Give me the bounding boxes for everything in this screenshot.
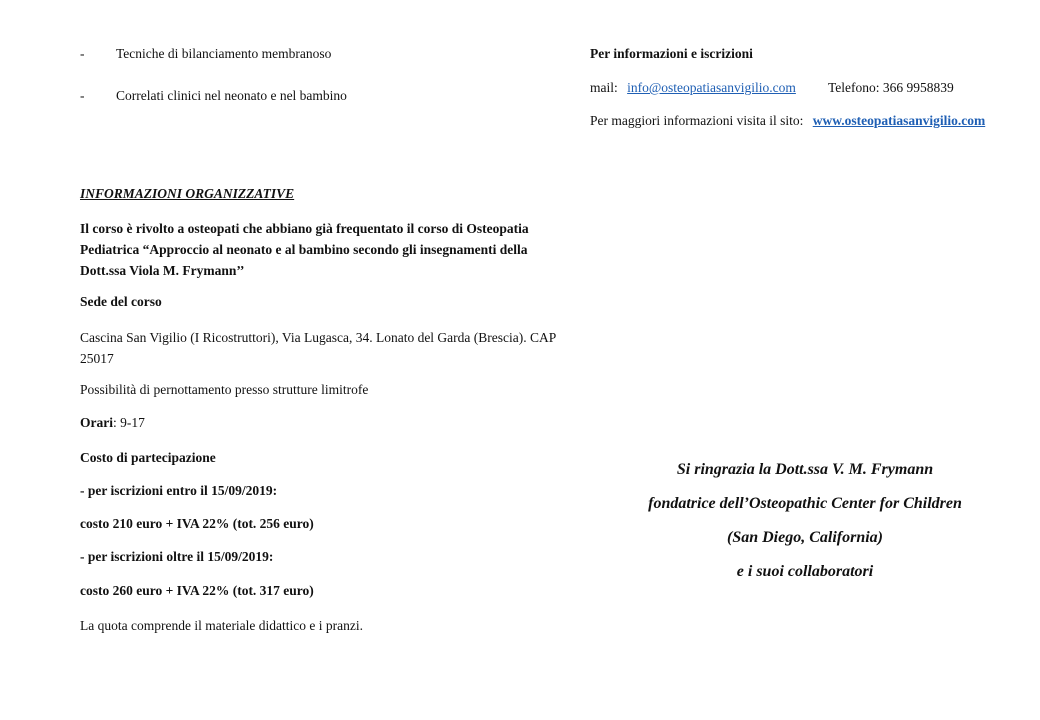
lodging-note: Possibilità di pernottamento presso strutture limitrofe <box>80 382 369 397</box>
info-heading: Per informazioni e iscrizioni <box>590 46 753 61</box>
mail-label: mail: <box>590 80 618 95</box>
mail-row <box>590 80 796 96</box>
bullet-text: Correlati clinici nel neonato e nel bambino <box>116 88 347 103</box>
acknowledgment-line: e i suoi collaboratori <box>736 563 874 580</box>
cost-late-label: - per iscrizioni oltre il 15/09/2019: <box>80 549 274 564</box>
venue-label: Sede del corso <box>80 294 162 309</box>
bullet-text: Tecniche di bilanciamento membranoso <box>116 46 332 61</box>
acknowledgment-line: Si ringrazia la Dott.ssa V. M. Frymann <box>676 461 934 478</box>
bullet-dash: - <box>80 88 85 103</box>
course-intro: Il corso è rivolto a osteopati che abbiano già frequentato il corso di Osteopatia Pediatrica “Approccio al neonato e al bambino secondo gli insegnamenti della Dott.ssa Viola M. Frymann’’ <box>80 221 529 278</box>
phone: Telefono: 366 9958839 <box>828 80 954 95</box>
organizational-info-heading: INFORMAZIONI ORGANIZZATIVE <box>80 186 295 201</box>
acknowledgment-line: (San Diego, California) <box>726 529 883 546</box>
cost-early-label: - per iscrizioni entro il 15/09/2019: <box>80 483 278 498</box>
site-link[interactable]: www.osteopatiasanvigilio.com <box>812 113 986 128</box>
hours-value: : 9-17 <box>113 415 145 430</box>
cost-label: Costo di partecipazione <box>80 450 216 465</box>
acknowledgment-line: fondatrice dell’Osteopathic Center for Children <box>648 495 962 512</box>
hours-label: Orari <box>80 415 113 430</box>
site-label: Per maggiori informazioni visita il sito: <box>590 113 804 128</box>
mail-link[interactable]: info@osteopatiasanvigilio.com <box>627 80 796 95</box>
site-row <box>590 113 985 129</box>
fee-includes: La quota comprende il materiale didattico e i pranzi. <box>80 618 364 633</box>
cost-late-value: costo 260 euro + IVA 22% (tot. 317 euro) <box>80 583 314 598</box>
cost-early-value: costo 210 euro + IVA 22% (tot. 256 euro) <box>80 516 314 531</box>
venue-address: Cascina San Vigilio (I Ricostruttori), Via Lugasca, 34. Lonato del Garda (Brescia). CAP 25017 <box>80 330 556 366</box>
bullet-dash: - <box>80 46 85 61</box>
hours <box>80 415 145 431</box>
